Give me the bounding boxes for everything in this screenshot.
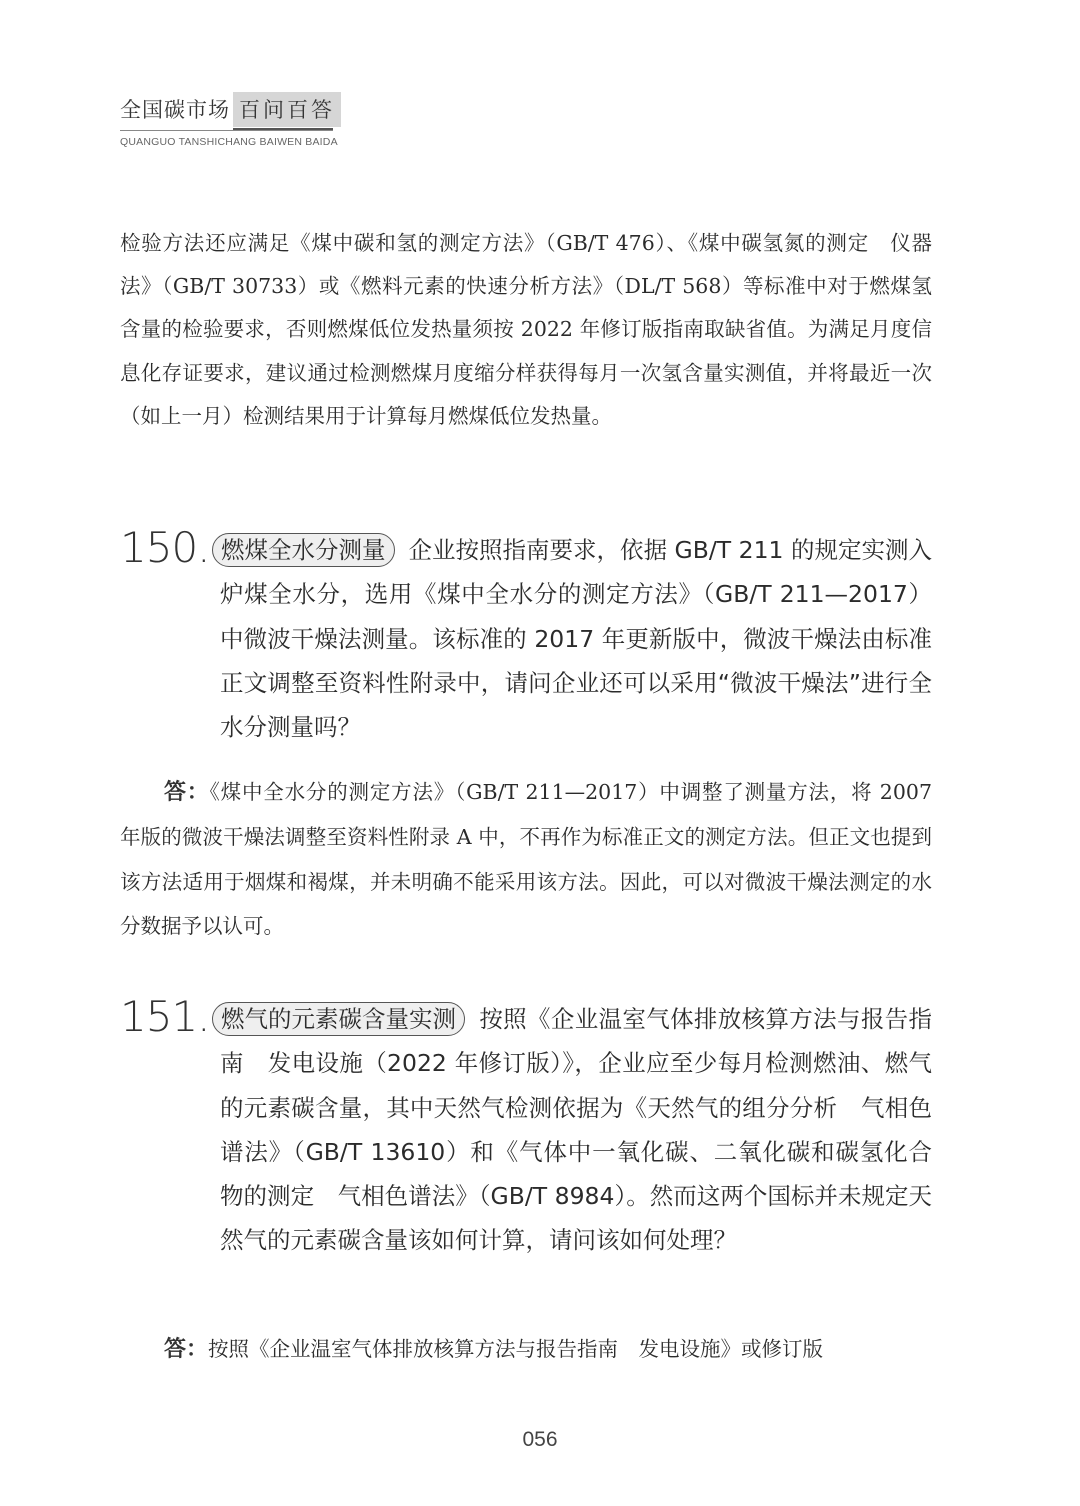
question-151 — [220, 997, 932, 1263]
question-number-151: 151. — [120, 992, 210, 1041]
answer-151-label: 答： — [164, 1337, 209, 1362]
answer-151 — [120, 1327, 932, 1372]
answer-151-text: 按照《企业温室气体排放核算方法与报告指南 发电设施》或修订版 — [208, 1337, 824, 1361]
question-150-topic-tag: 燃煤全水分测量 — [212, 533, 395, 567]
book-title-main: 全国碳市场 — [120, 98, 230, 122]
book-title-highlight: 百问百答 — [233, 92, 341, 127]
header-divider-accent — [233, 128, 333, 130]
running-header — [120, 92, 341, 148]
question-number-150: 150. — [120, 523, 210, 572]
answer-150-label: 答： — [164, 780, 210, 805]
answer-150 — [120, 770, 932, 948]
page-number: 056 — [522, 1428, 558, 1451]
question-150 — [220, 528, 932, 749]
book-title — [120, 92, 341, 126]
intro-paragraph: 检验方法还应满足《煤中碳和氢的测定方法》（GB/T 476）、《煤中碳氢氮的测定 仪器法》（GB/T 30733）或《燃料元素的快速分析方法》（DL/T 568）等标准中对于燃煤氢含量的检验要求，否则燃煤低位发热量须按 2022 年修订版指南取缺省值。为满足月度信息化存证要求，建议通过检测燃煤月度缩分样获得每月一次氢含量实测值，并将最近一次（如上一月）检测结果用于计算每月燃煤低位发热量。 — [120, 231, 932, 428]
question-151-topic-tag: 燃气的元素碳含量实测 — [212, 1002, 465, 1036]
answer-150-text: 《煤中全水分的测定方法》（GB/T 211—2017）中调整了测量方法，将 2007 年版的微波干燥法调整至资料性附录 A 中，不再作为标准正文的测定方法。但正文也提到该方法适用于烟煤和褐煤，并未明确不能采用该方法。因此，可以对微波干燥法测定的水分数据予以认可。 — [120, 780, 932, 938]
book-title-pinyin: QUANGUO TANSHICHANG BAIWEN BAIDA — [120, 136, 338, 148]
question-150-text: 企业按照指南要求，依据 GB/T 211 的规定实测入炉煤全水分，选用《煤中全水分的测定方法》（GB/T 211—2017）中微波干燥法测量。该标准的 2017 年更新版中，微波干燥法由标准正文调整至资料性附录中，请问企业还可以采用“微波干燥法”进行全水分测量吗？ — [220, 536, 932, 742]
question-151-text: 按照《企业温室气体排放核算方法与报告指南 发电设施（2022 年修订版）》，企业应至少每月检测燃油、燃气的元素碳含量，其中天然气检测依据为《天然气的组分分析 气相色谱法》（GB/T 13610）和《气体中一氧化碳、二氧化碳和碳氢化合物的测定 气相色谱法》（GB/T 8984）。然而这两个国标并未规定天然气的元素碳含量该如何计算，请问该如何处理？ — [220, 1005, 932, 1255]
header-divider — [120, 130, 333, 131]
